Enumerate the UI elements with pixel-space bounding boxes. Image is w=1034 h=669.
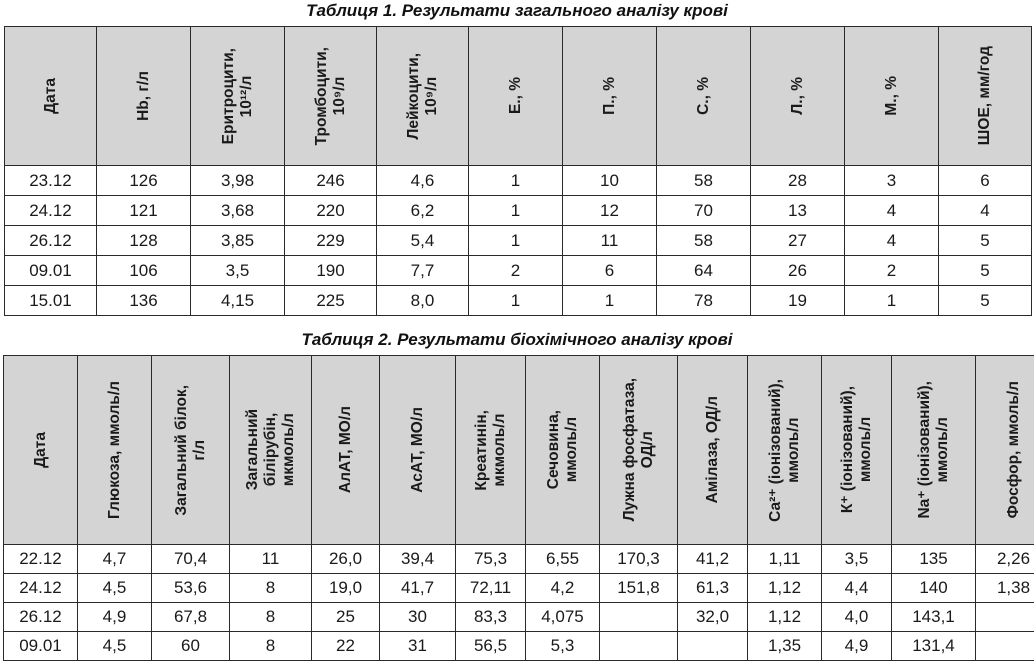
t2-header-label: Na⁺ (іонізований), [915, 381, 933, 519]
table-cell: 32,0 [678, 603, 748, 632]
table-cell: 1 [469, 196, 563, 226]
t1-header-label: 10¹²/л [237, 75, 255, 117]
table-cell: 70,4 [152, 545, 230, 574]
table-cell: 22 [312, 632, 380, 661]
table-cell: 1,11 [748, 545, 822, 574]
table-cell: 83,3 [456, 603, 526, 632]
t2-header-label: білірубін, [261, 413, 279, 487]
table-cell: 4,0 [822, 603, 892, 632]
table-cell: 41,7 [380, 574, 456, 603]
t2-header-cell [312, 356, 380, 545]
table-cell: 28 [751, 166, 845, 196]
table-cell [600, 603, 678, 632]
table-cell: 26.12 [4, 603, 78, 632]
t1-header-cell [97, 27, 191, 166]
t1-header-label: П., % [600, 77, 618, 115]
t2-header-label: ОД/л [638, 431, 656, 469]
t1-header-label: 10⁹/л [422, 76, 440, 116]
table-cell: 5 [939, 256, 1032, 286]
t2-header-label: Лужна фосфатаза, [620, 378, 638, 522]
table-cell: 2 [469, 256, 563, 286]
t2-header-cell [4, 356, 78, 545]
table-cell: 19,0 [312, 574, 380, 603]
table-cell: 22.12 [4, 545, 78, 574]
table-cell: 26.12 [5, 226, 97, 256]
table-cell: 151,8 [600, 574, 678, 603]
table-row [5, 196, 1032, 226]
t1-header-cell [469, 27, 563, 166]
table-cell: 4,2 [526, 574, 600, 603]
table-cell: 220 [285, 196, 377, 226]
table-cell: 27 [751, 226, 845, 256]
table-cell: 2 [845, 256, 939, 286]
t2-header-label: Сечовина, [544, 410, 562, 490]
table-cell: 4 [939, 196, 1032, 226]
table-cell: 128 [97, 226, 191, 256]
table-cell: 6 [563, 256, 657, 286]
t2-header-label: Глюкоза, ммоль/л [105, 381, 123, 519]
t2-header-label: ммоль/л [562, 417, 580, 483]
table-row [4, 545, 1034, 574]
t2-header-cell [678, 356, 748, 545]
table-cell: 56,5 [456, 632, 526, 661]
table-cell: 1,12 [748, 603, 822, 632]
table-row [4, 574, 1034, 603]
t1-header-cell [657, 27, 751, 166]
table-cell: 5,3 [526, 632, 600, 661]
t1-header-cell [751, 27, 845, 166]
table-row [5, 226, 1032, 256]
table-cell: 4,9 [78, 603, 152, 632]
table-cell: 12 [563, 196, 657, 226]
table-cell: 13 [751, 196, 845, 226]
table-cell [678, 632, 748, 661]
table-cell: 15.01 [5, 286, 97, 316]
table-cell: 140 [892, 574, 976, 603]
t1-header-cell [377, 27, 469, 166]
table-cell: 4,6 [377, 166, 469, 196]
table-cell: 246 [285, 166, 377, 196]
table-cell: 09.01 [5, 256, 97, 286]
biochemistry-table [3, 355, 1034, 661]
t1-header-cell [939, 27, 1032, 166]
table-cell: 5,4 [377, 226, 469, 256]
table-cell: 67,8 [152, 603, 230, 632]
table-cell: 6,2 [377, 196, 469, 226]
t2-header-label: Загальний білок, [172, 384, 190, 516]
table-cell: 11 [563, 226, 657, 256]
table-cell: 121 [97, 196, 191, 226]
t2-header-label: ммоль/л [784, 417, 802, 483]
table-cell: 58 [657, 166, 751, 196]
table-cell: 143,1 [892, 603, 976, 632]
t1-header-cell [5, 27, 97, 166]
table-cell: 170,3 [600, 545, 678, 574]
t2-header-label: Дата [31, 432, 49, 468]
table-cell: 1 [469, 286, 563, 316]
table-cell: 1 [845, 286, 939, 316]
table-cell: 4,9 [822, 632, 892, 661]
table-cell: 64 [657, 256, 751, 286]
t2-header-label: Амілаза, ОД/л [703, 396, 721, 504]
table-cell: 23.12 [5, 166, 97, 196]
table-cell: 26 [751, 256, 845, 286]
t1-header-label: Дата [41, 78, 59, 114]
t2-header-label: ммоль/л [856, 417, 874, 483]
table-cell: 11 [230, 545, 312, 574]
t1-header-cell [285, 27, 377, 166]
table1-header-row [5, 27, 1032, 166]
table-cell: 6 [939, 166, 1032, 196]
t2-header-cell [822, 356, 892, 545]
table2-caption: Таблиця 2. Результати біохімічного аналізу крові [301, 330, 733, 349]
t1-header-label: Лейкоцити, [404, 52, 422, 140]
table-cell: 09.01 [4, 632, 78, 661]
table-cell: 75,3 [456, 545, 526, 574]
table-cell: 6,55 [526, 545, 600, 574]
t2-header-cell [152, 356, 230, 545]
t2-header-label: ммоль/л [933, 417, 951, 483]
table-cell: 4,15 [191, 286, 285, 316]
table-cell: 8 [230, 574, 312, 603]
table-cell: 8 [230, 603, 312, 632]
table-cell: 53,6 [152, 574, 230, 603]
table-cell: 135 [892, 545, 976, 574]
table-cell: 225 [285, 286, 377, 316]
table-cell: 4,5 [78, 632, 152, 661]
table-cell: 4 [845, 196, 939, 226]
table-cell: 131,4 [892, 632, 976, 661]
table-cell: 3 [845, 166, 939, 196]
t2-header-cell [976, 356, 1034, 545]
t2-header-label: АлАТ, МО/л [336, 406, 354, 494]
table-cell: 4 [845, 226, 939, 256]
table-cell: 3,5 [191, 256, 285, 286]
table-cell: 60 [152, 632, 230, 661]
table-row [4, 632, 1034, 661]
t1-header-label: Еритроцити, [219, 47, 237, 145]
table2-header-row [4, 356, 1034, 545]
table-cell: 4,5 [78, 574, 152, 603]
table-cell: 3,5 [822, 545, 892, 574]
t2-header-cell [78, 356, 152, 545]
t1-header-label: С., % [694, 77, 712, 115]
table-cell: 25 [312, 603, 380, 632]
table-row [5, 166, 1032, 196]
table-cell: 24.12 [4, 574, 78, 603]
table-cell: 126 [97, 166, 191, 196]
table-cell [976, 603, 1034, 632]
t2-header-cell [230, 356, 312, 545]
table-cell: 4,7 [78, 545, 152, 574]
table-cell [600, 632, 678, 661]
table-cell: 70 [657, 196, 751, 226]
t1-header-cell [845, 27, 939, 166]
table-cell: 61,3 [678, 574, 748, 603]
t2-header-cell [600, 356, 678, 545]
table-cell: 10 [563, 166, 657, 196]
t2-header-label: мкмоль/л [490, 413, 508, 487]
table-row [5, 256, 1032, 286]
blood-count-table [4, 26, 1032, 316]
table-cell: 4,075 [526, 603, 600, 632]
t2-header-cell [748, 356, 822, 545]
table-row [5, 286, 1032, 316]
table-cell: 4,4 [822, 574, 892, 603]
table-cell: 31 [380, 632, 456, 661]
table-cell: 39,4 [380, 545, 456, 574]
t2-header-cell [380, 356, 456, 545]
t2-header-cell [892, 356, 976, 545]
t2-header-cell [456, 356, 526, 545]
table-cell: 78 [657, 286, 751, 316]
table-cell: 24.12 [5, 196, 97, 226]
t1-header-cell [191, 27, 285, 166]
t2-header-label: АсАТ, МО/л [408, 407, 426, 493]
table-cell: 1 [469, 226, 563, 256]
table-cell: 72,11 [456, 574, 526, 603]
t1-header-label: 10⁹/л [330, 76, 348, 116]
table-cell: 5 [939, 286, 1032, 316]
table-cell: 106 [97, 256, 191, 286]
table1-caption: Таблиця 1. Результати загального аналізу крові [306, 1, 728, 20]
t2-header-label: Фосфор, ммоль/л [1004, 381, 1022, 519]
table-cell: 8 [230, 632, 312, 661]
table-cell: 26,0 [312, 545, 380, 574]
table-cell: 1 [563, 286, 657, 316]
table-cell: 1,35 [748, 632, 822, 661]
t2-header-label: Креатинін, [472, 409, 490, 491]
table-cell: 136 [97, 286, 191, 316]
table-row [4, 603, 1034, 632]
t2-header-label: Загальний [243, 409, 261, 491]
t1-header-label: М., % [882, 76, 900, 116]
table-cell: 3,68 [191, 196, 285, 226]
t2-header-label: мкмоль/л [279, 413, 297, 487]
table-cell: 8,0 [377, 286, 469, 316]
t1-header-label: ШОЕ, мм/год [976, 46, 993, 146]
t1-header-label: Е., % [506, 77, 524, 115]
table-cell: 58 [657, 226, 751, 256]
table-cell [976, 632, 1034, 661]
t2-header-label: г/л [190, 439, 208, 461]
t2-header-label: К⁺ (іонізований), [838, 386, 856, 514]
t1-header-cell [563, 27, 657, 166]
table-cell: 1,12 [748, 574, 822, 603]
table-cell: 41,2 [678, 545, 748, 574]
table-cell: 2,26 [976, 545, 1034, 574]
table-cell: 7,7 [377, 256, 469, 286]
t2-header-cell [526, 356, 600, 545]
t1-header-label: Л., % [788, 77, 806, 115]
table-cell: 1 [469, 166, 563, 196]
table-cell: 3,98 [191, 166, 285, 196]
table-cell: 30 [380, 603, 456, 632]
table-cell: 3,85 [191, 226, 285, 256]
table-cell: 5 [939, 226, 1032, 256]
table-cell: 1,38 [976, 574, 1034, 603]
table-cell: 190 [285, 256, 377, 286]
table-cell: 19 [751, 286, 845, 316]
t1-header-label: Тромбоцити, [312, 46, 330, 146]
t2-header-label: Са²⁺ (іонізований), [766, 378, 784, 522]
table-cell: 229 [285, 226, 377, 256]
t1-header-label: Hb, г/л [134, 71, 152, 121]
